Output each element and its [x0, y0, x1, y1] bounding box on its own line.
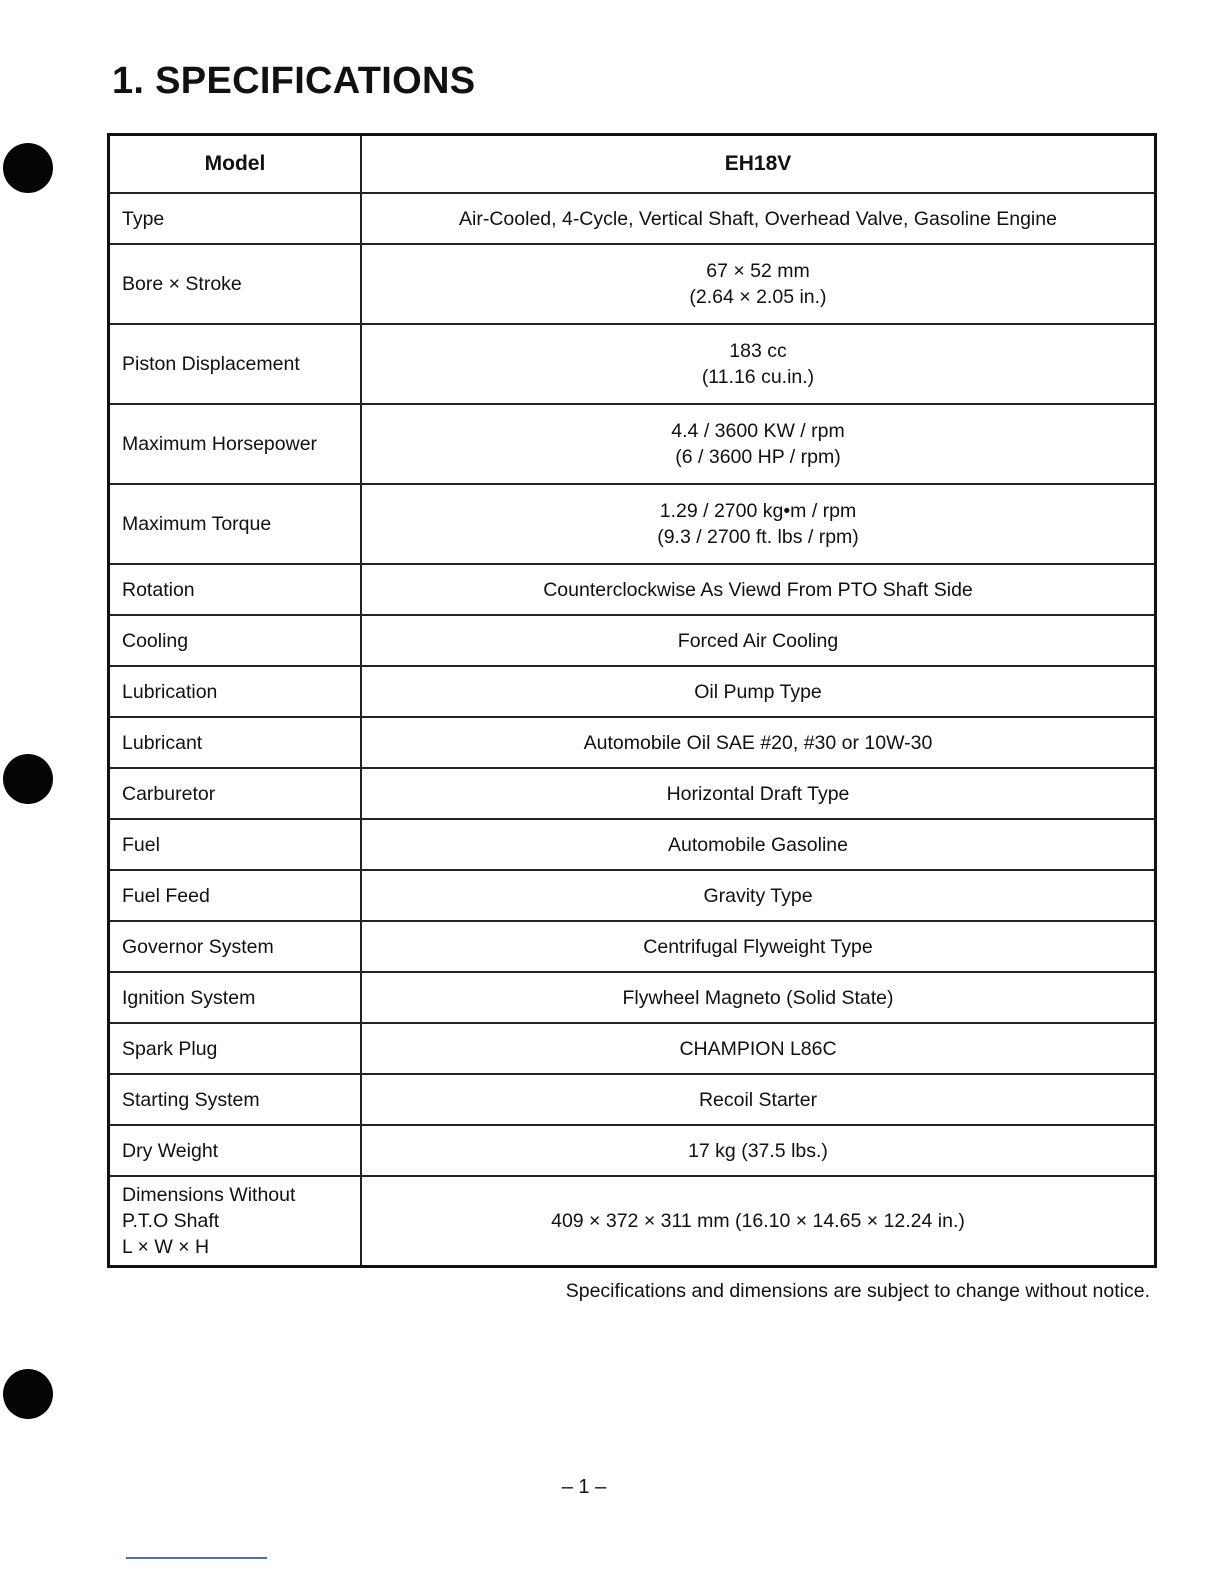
spec-value: Forced Air Cooling	[677, 629, 839, 652]
table-row	[109, 972, 1156, 1023]
spec-label: L × W × H	[122, 1236, 210, 1258]
spec-value-cell	[361, 870, 1156, 921]
spec-value-cell	[361, 972, 1156, 1023]
table-row	[109, 564, 1156, 615]
spec-label: Carburetor	[122, 782, 216, 805]
table-row	[109, 819, 1156, 870]
spec-label-cell	[109, 972, 362, 1023]
table-row	[109, 615, 1156, 666]
spec-label: Lubrication	[122, 680, 218, 703]
spec-value: Centrifugal Flyweight Type	[643, 935, 873, 958]
spec-label-cell	[109, 921, 362, 972]
spec-label-cell	[109, 564, 362, 615]
disclaimer-note: Specifications and dimensions are subject to change without notice.	[565, 1280, 1150, 1302]
spec-label-cell	[109, 324, 362, 404]
header-model-value: EH18V	[361, 135, 1156, 194]
spec-value-cell	[361, 564, 1156, 615]
page-number: – 1 –	[561, 1476, 607, 1498]
table-row	[109, 193, 1156, 244]
table-row	[109, 768, 1156, 819]
table-row	[109, 1023, 1156, 1074]
spec-label: Ignition System	[122, 986, 256, 1009]
spec-value-cell	[361, 666, 1156, 717]
spec-value: Recoil Starter	[698, 1088, 818, 1111]
spec-label: Maximum Horsepower	[122, 433, 318, 455]
spec-value-cell	[361, 193, 1156, 244]
spec-label: Spark Plug	[122, 1037, 218, 1060]
spec-value: Horizontal Draft Type	[666, 782, 850, 805]
specifications-table	[107, 133, 1157, 1268]
spec-value: Oil Pump Type	[694, 680, 822, 703]
spec-label-cell	[109, 404, 362, 484]
spec-label-cell	[109, 819, 362, 870]
header-model-label: Model	[109, 135, 362, 194]
spec-label: Starting System	[122, 1088, 260, 1111]
binder-hole-middle	[3, 754, 53, 804]
spec-label: Dimensions Without	[122, 1184, 296, 1206]
binder-hole-bottom	[3, 1369, 53, 1419]
spec-label-cell	[109, 484, 362, 564]
binder-hole-top	[3, 143, 53, 193]
spec-value-cell	[361, 484, 1156, 564]
spec-label: P.T.O Shaft	[122, 1210, 220, 1232]
spec-value: 409 × 372 × 311 mm (16.10 × 14.65 × 12.24 in.)	[551, 1210, 965, 1232]
spec-label-cell	[109, 244, 362, 324]
spec-value: 1.29 / 2700 kg•m / rpm	[659, 500, 857, 522]
spec-label: Rotation	[122, 578, 195, 601]
spec-value-cell	[361, 615, 1156, 666]
spec-value-cell	[361, 768, 1156, 819]
table-row	[109, 404, 1156, 484]
spec-value: 4.4 / 3600 KW / rpm	[671, 420, 845, 442]
table-row	[109, 484, 1156, 564]
table-row	[109, 666, 1156, 717]
spec-value-cell	[361, 244, 1156, 324]
spec-label-cell	[109, 717, 362, 768]
spec-label: Fuel	[122, 833, 160, 856]
spec-label-cell	[109, 1074, 362, 1125]
table-row	[109, 324, 1156, 404]
spec-label: Piston Displacement	[122, 353, 300, 375]
spec-label: Fuel Feed	[122, 884, 210, 907]
spec-value: (9.3 / 2700 ft. lbs / rpm)	[657, 526, 859, 548]
spec-label: Lubricant	[122, 731, 203, 754]
bottom-underline-mark	[126, 1557, 267, 1559]
spec-value: Gravity Type	[703, 884, 813, 907]
spec-value: (2.64 × 2.05 in.)	[689, 286, 827, 308]
spec-label-cell	[109, 615, 362, 666]
spec-label-cell	[109, 1023, 362, 1074]
spec-label: Maximum Torque	[122, 513, 272, 535]
table-row	[109, 1125, 1156, 1176]
spec-value: (6 / 3600 HP / rpm)	[675, 446, 841, 468]
spec-value-cell	[361, 404, 1156, 484]
table-body	[109, 193, 1156, 1267]
spec-value-cell	[361, 717, 1156, 768]
table-row	[109, 1176, 1156, 1267]
spec-value: 17 kg (37.5 lbs.)	[688, 1139, 828, 1162]
table-row	[109, 244, 1156, 324]
spec-value: CHAMPION L86C	[679, 1037, 837, 1060]
table-row	[109, 921, 1156, 972]
spec-value-cell	[361, 1023, 1156, 1074]
spec-value: Flywheel Magneto (Solid State)	[622, 986, 894, 1009]
table-row	[109, 1074, 1156, 1125]
spec-value: Counterclockwise As Viewd From PTO Shaft Side	[543, 578, 973, 601]
spec-value: Air-Cooled, 4-Cycle, Vertical Shaft, Overhead Valve, Gasoline Engine	[459, 207, 1057, 230]
spec-value-cell	[361, 1176, 1156, 1267]
spec-label: Bore × Stroke	[122, 273, 242, 295]
spec-value: Automobile Oil SAE #20, #30 or 10W-30	[583, 731, 933, 754]
spec-value: 183 cc	[729, 340, 787, 362]
spec-label: Cooling	[122, 629, 189, 652]
spec-label: Type	[122, 207, 165, 230]
table-row	[109, 717, 1156, 768]
page-title: 1. SPECIFICATIONS	[112, 60, 476, 102]
spec-label-cell	[109, 1125, 362, 1176]
spec-label: Governor System	[122, 935, 274, 958]
table-row	[109, 870, 1156, 921]
spec-label: Dry Weight	[122, 1139, 219, 1162]
spec-value-cell	[361, 1125, 1156, 1176]
spec-value-cell	[361, 819, 1156, 870]
spec-value: 67 × 52 mm	[706, 260, 810, 282]
table-header-row	[109, 135, 1156, 194]
spec-value: Automobile Gasoline	[668, 833, 848, 856]
spec-label-cell	[109, 1176, 362, 1267]
spec-value: (11.16 cu.in.)	[701, 366, 815, 388]
spec-label-cell	[109, 768, 362, 819]
spec-value-cell	[361, 921, 1156, 972]
spec-value-cell	[361, 324, 1156, 404]
spec-label-cell	[109, 193, 362, 244]
spec-value-cell	[361, 1074, 1156, 1125]
spec-label-cell	[109, 870, 362, 921]
spec-label-cell	[109, 666, 362, 717]
